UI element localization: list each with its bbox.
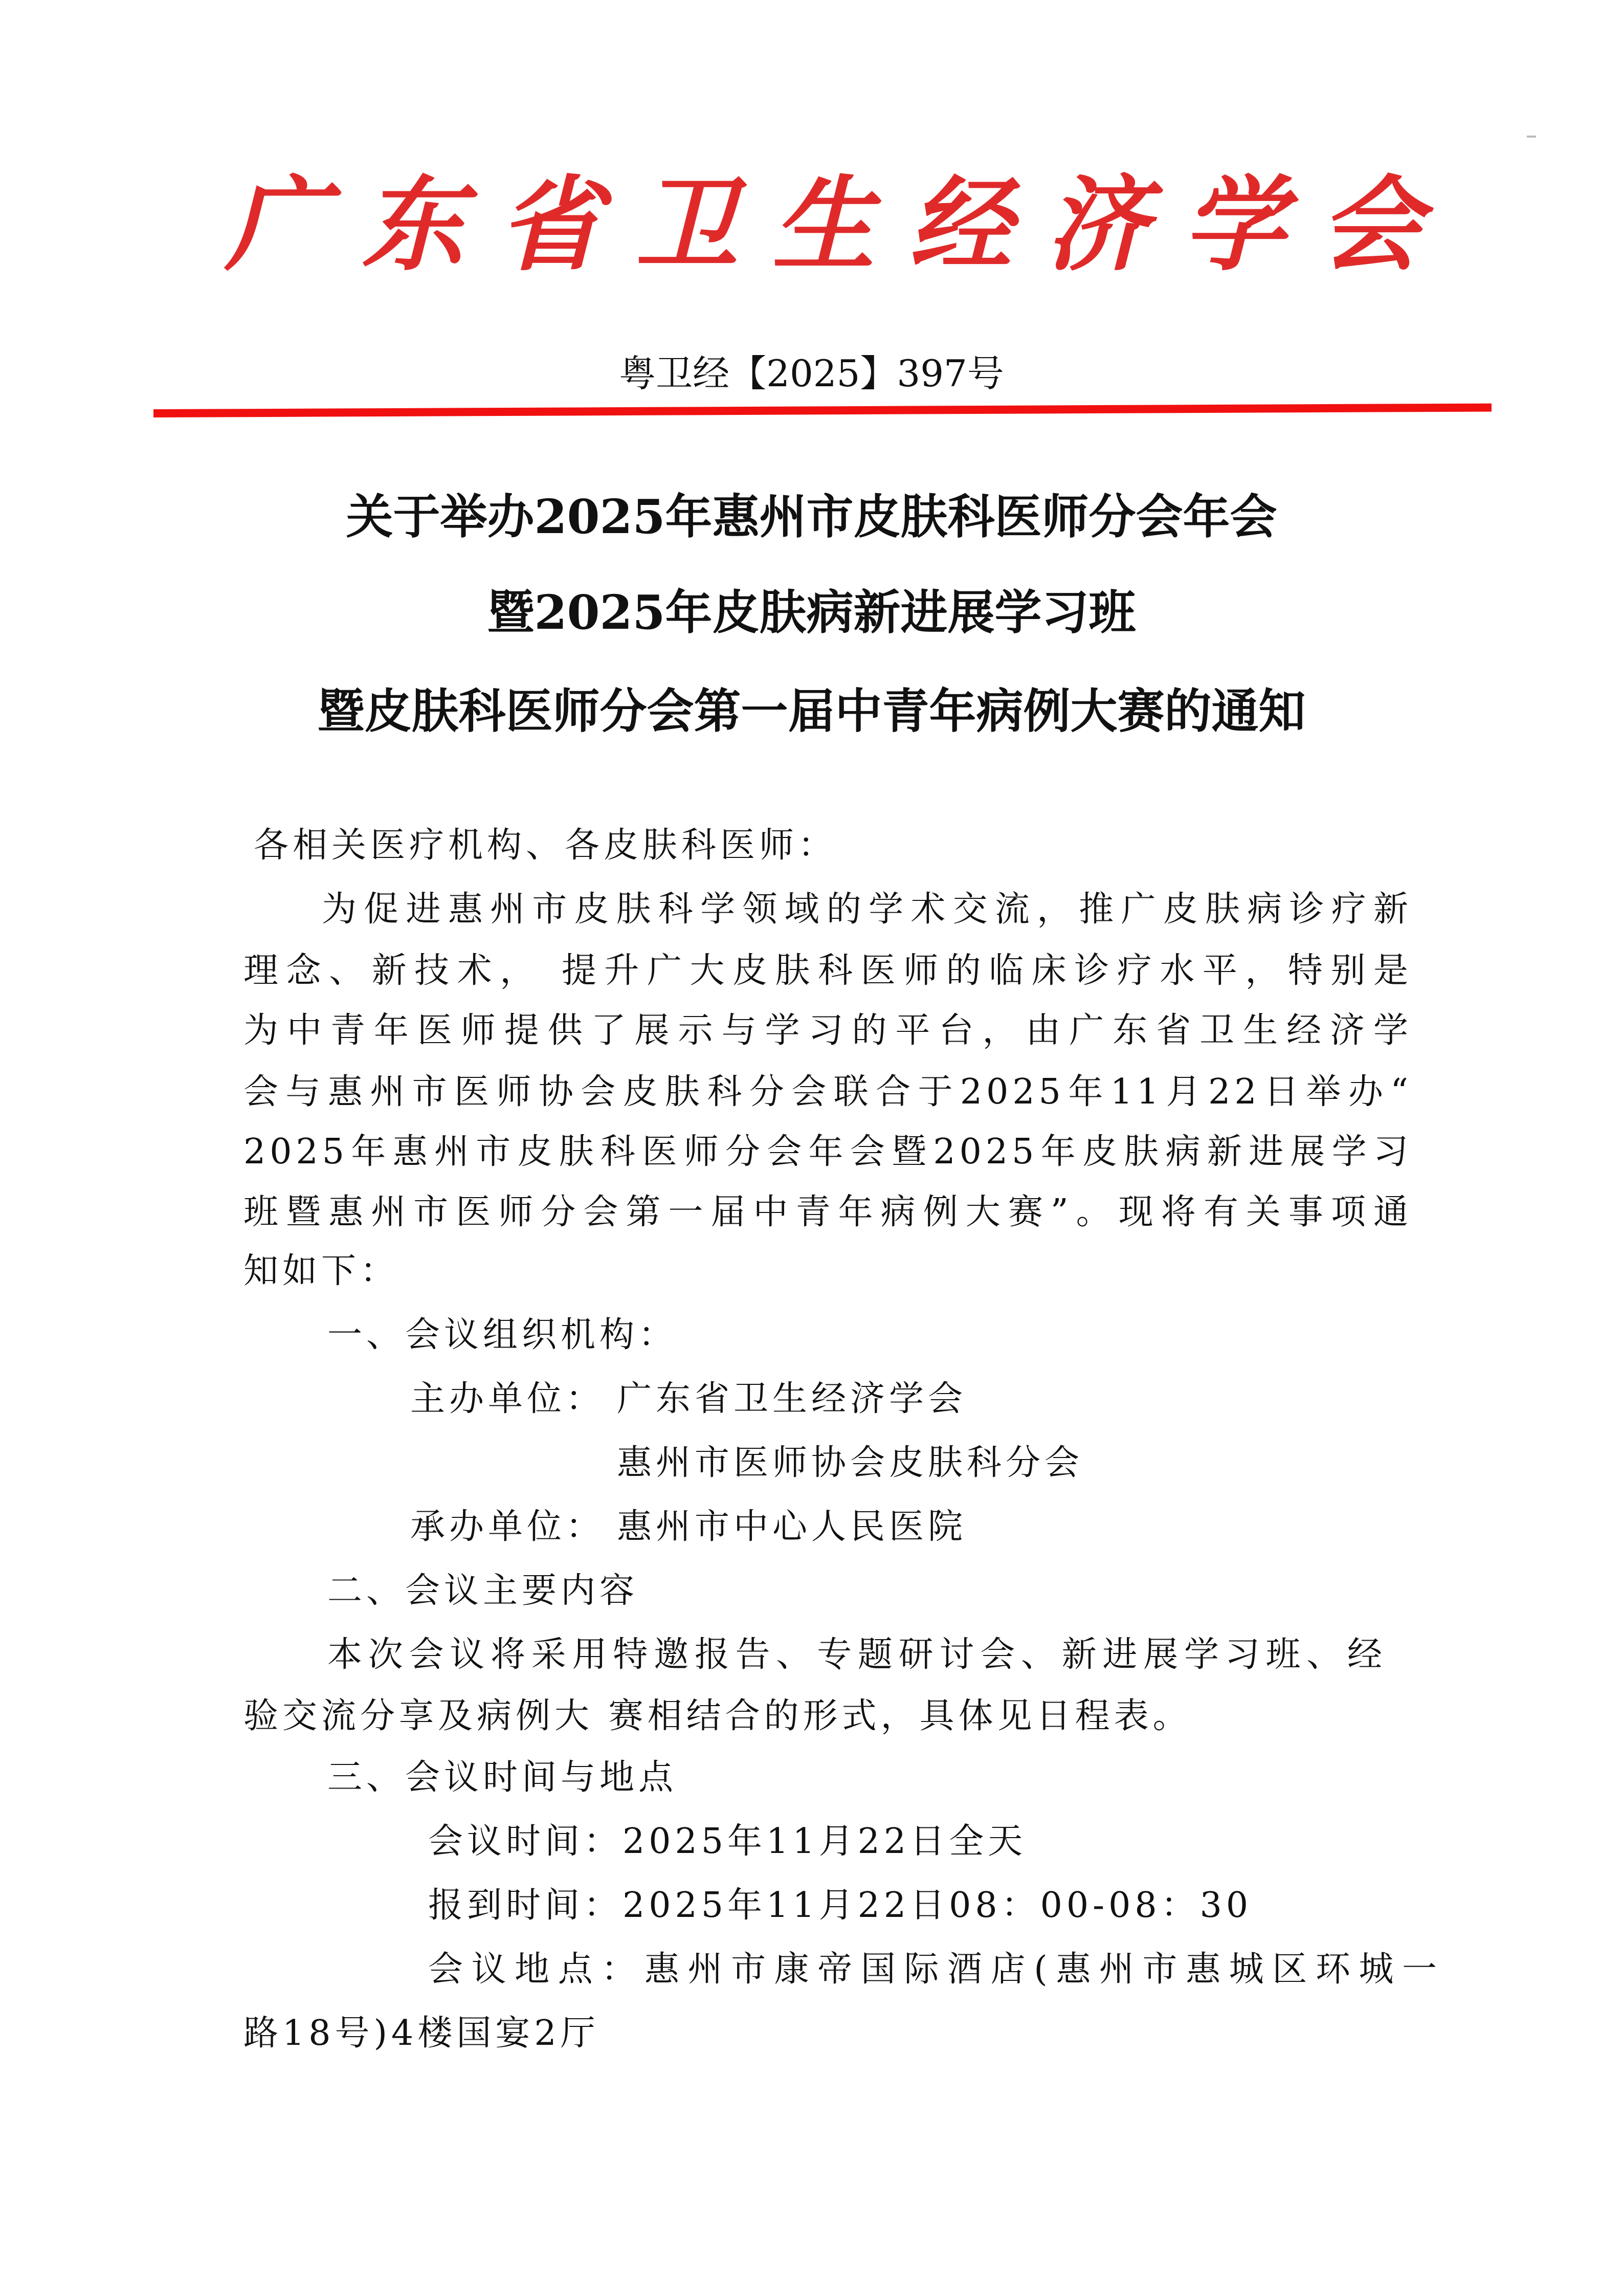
organization-letterhead: 广东省卫生经济学会 (225, 165, 1422, 285)
section-3-heading: 三、会议时间与地点 (327, 1757, 678, 1798)
intro-line: 理念、新技术， 提升广大皮肤科医师的临床诊疗水平，特别是 (243, 951, 1412, 991)
scan-mark (1527, 136, 1536, 138)
intro-line: 知如下： (243, 1251, 399, 1291)
title-line-3: 暨皮肤科医师分会第一届中青年病例大赛的通知 (317, 683, 1306, 739)
intro-line: 班暨惠州市医师分会第一届中青年病例大赛”。现将有关事项通 (243, 1192, 1412, 1232)
title-line-1: 关于举办2025年惠州市皮肤科医师分会年会 (346, 489, 1277, 544)
checkin-time: 报到时间：2025年11月22日08：00-08：30 (428, 1885, 1253, 1926)
intro-line: 为中青年医师提供了展示与学习的平台，由广东省卫生经济学 (243, 1010, 1412, 1051)
title-line-2: 暨2025年皮肤病新进展学习班 (487, 585, 1136, 640)
venue-line-1: 会议地点：惠州市康帝国际酒店(惠州市惠城区环城一 (428, 1949, 1441, 1990)
meeting-time: 会议时间：2025年11月22日全天 (428, 1821, 1027, 1862)
host-2: 惠州市医师协会皮肤科分会 (617, 1443, 1084, 1483)
section-2-line: 验交流分享及病例大 赛相结合的形式，具体见日程表。 (243, 1696, 1192, 1736)
intro-line: 会与惠州市医师协会皮肤科分会联合于2025年11月22日举办“ (243, 1072, 1412, 1112)
red-divider-rule (153, 404, 1492, 417)
intro-line: 为促进惠州市皮肤科学领域的学术交流，推广皮肤病诊疗新 (322, 889, 1412, 930)
organizer-label: 承办单位： (410, 1507, 605, 1547)
document-number: 粤卫经【2025】397号 (619, 352, 1004, 395)
section-2-heading: 二、会议主要内容 (327, 1571, 639, 1611)
organizer: 惠州市中心人民医院 (617, 1507, 967, 1547)
intro-line: 2025年惠州市皮肤科医师分会年会暨2025年皮肤病新进展学习 (243, 1132, 1412, 1172)
section-1-heading: 一、会议组织机构： (327, 1315, 678, 1355)
section-2-line: 本次会议将采用特邀报告、专题研讨会、新进展学习班、经 (327, 1635, 1386, 1675)
host-1: 广东省卫生经济学会 (617, 1379, 967, 1419)
host-label: 主办单位： (410, 1379, 605, 1419)
venue-line-2: 路18号)4楼国宴2厅 (243, 2013, 599, 2054)
salutation: 各相关医疗机构、各皮肤科医师： (254, 825, 837, 866)
